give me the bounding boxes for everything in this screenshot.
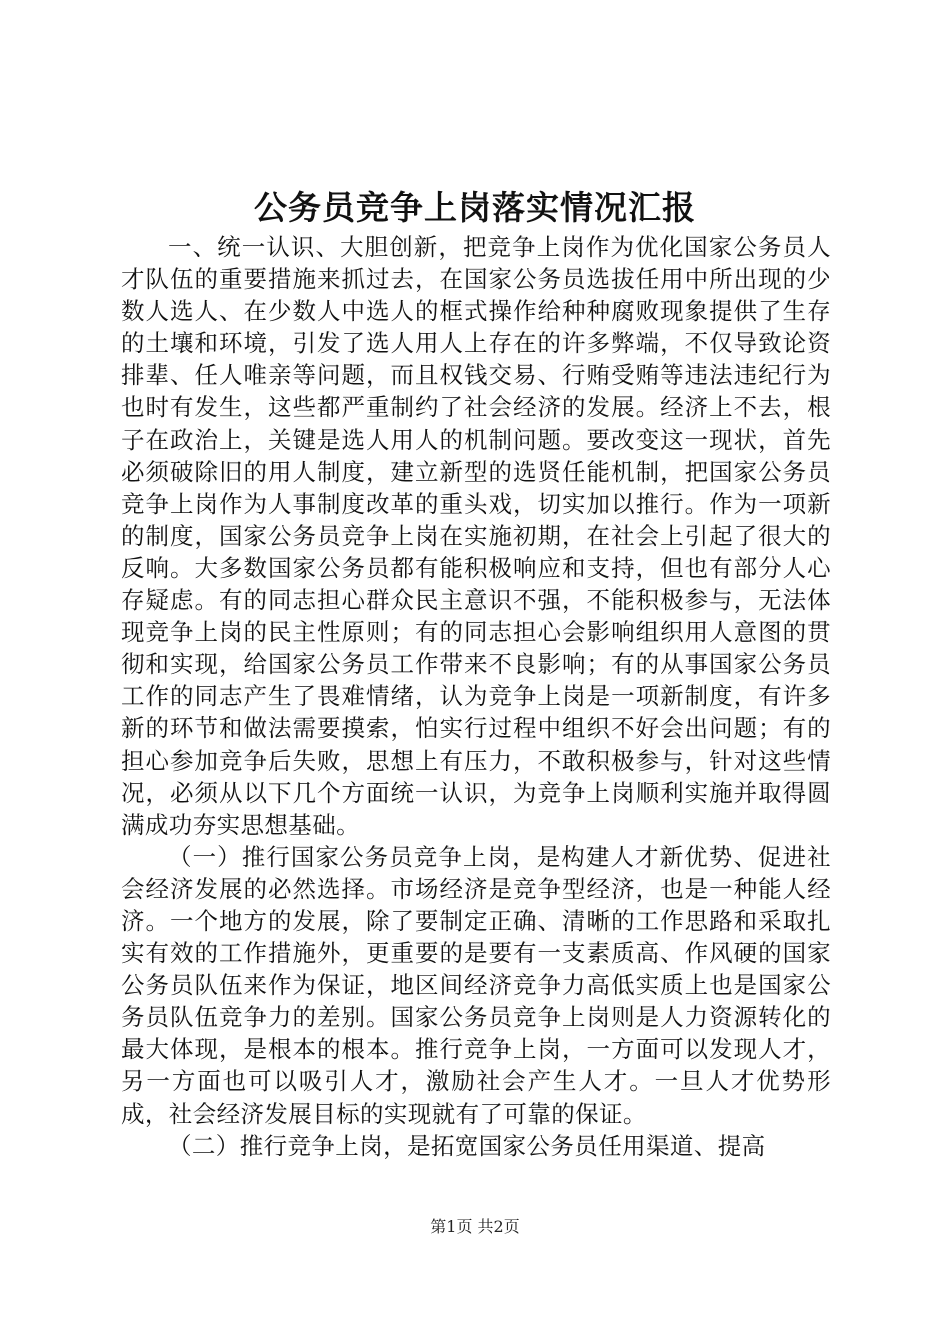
paragraph-3: （二）推行竞争上岗，是拓宽国家公务员任用渠道、提高 [168,1131,766,1160]
document-body [121,231,831,1162]
page-number-footer: 第1页 共2页 [430,1217,520,1236]
document-title: 公务员竞争上岗落实情况汇报 [254,188,696,227]
paragraph-1: 一、统一认识、大胆创新，把竞争上岗作为优化国家公务员人才队伍的重要措施来抓过去，在国家公务员选拔任用中所出现的少数人选人、在少数人中选人的框式操作给种种腐败现象提供了生存的土壤和环境，引发了选人用人上存在的许多弊端，不仅导致论资排辈、任人唯亲等问题，而且权钱交易、行贿受贿等违法违纪行为也时有发生，这些都严重制约了社会经济的发展。经济上不去，根子在政治上，关键是选人用人的机制问题。要改变这一现状，首先必须破除旧的用人制度，建立新型的选贤任能机制，把国家公务员竞争上岗作为人事制度改革的重头戏，切实加以推行。作为一项新的制度，国家公务员竞争上岗在实施初期，在社会上引起了很大的反响。大多数国家公务员都有能积极响应和支持，但也有部分人心存疑虑。有的同志担心群众民主意识不强，不能积极参与，无法体现竞争上岗的民主性原则；有的同志担心会影响组织用人意图的贯彻和实现，给国家公务员工作带来不良影响；有的从事国家公务员工作的同志产生了畏难情绪，认为竞争上岗是一项新制度，有许多新的环节和做法需要摸索，怕实行过程中组织不好会出问题；有的担心参加竞争后失败，思想上有压力，不敢积极参与，针对这些情况，必须从以下几个方面统一认识，为竞争上岗顺利实施并取得圆满成功夯实思想基础。 [121,233,831,839]
paragraph-2: （一）推行国家公务员竞争上岗，是构建人才新优势、促进社会经济发展的必然选择。市场经济是竞争型经济，也是一种能人经济。一个地方的发展，除了要制定正确、清晰的工作思路和采取扎实有效的工作措施外，更重要的是要有一支素质高、作风硬的国家公务员队伍来作为保证，地区间经济竞争力高低实质上也是国家公务员队伍竞争力的差别。国家公务员竞争上岗则是人力资源转化的最大体现，是根本的根本。推行竞争上岗，一方面可以发现人才，另一方面也可以吸引人才，激励社会产生人才。一旦人才优势形成，社会经济发展目标的实现就有了可靠的保证。 [121,842,831,1128]
